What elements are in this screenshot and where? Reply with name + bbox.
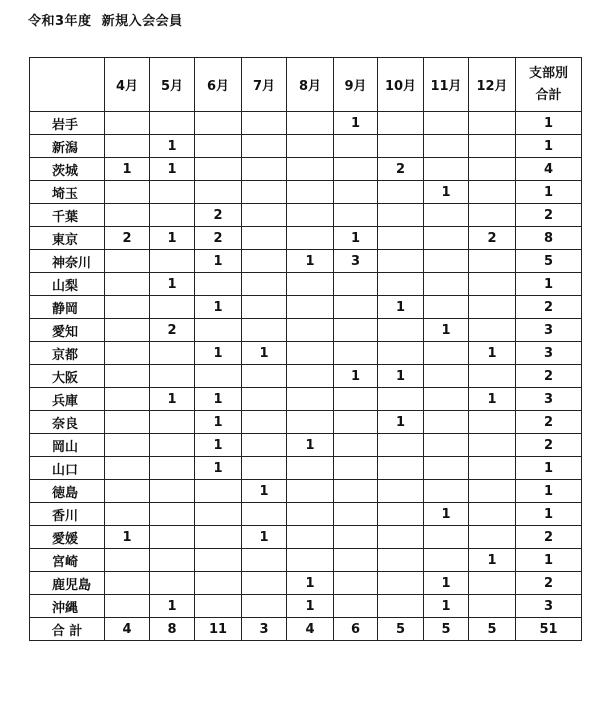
prefecture-cell: 宮崎 (30, 549, 105, 572)
month-value-cell (105, 411, 150, 434)
month-value-cell (105, 296, 150, 319)
table-row (30, 572, 582, 595)
table-row (30, 158, 582, 181)
prefecture-cell: 愛知 (30, 319, 105, 342)
month-value-cell (334, 135, 378, 158)
membership-table (29, 57, 582, 641)
month-value-cell: 1 (424, 503, 469, 526)
month-value-cell (242, 572, 287, 595)
month-value-cell (424, 549, 469, 572)
prefecture-cell: 岡山 (30, 434, 105, 457)
month-value-cell: 1 (334, 227, 378, 250)
month-value-cell (150, 549, 195, 572)
prefecture-cell: 香川 (30, 503, 105, 526)
month-value-cell (242, 135, 287, 158)
month-value-cell (334, 434, 378, 457)
month-value-cell (424, 457, 469, 480)
month-value-cell (105, 135, 150, 158)
month-value-cell (195, 572, 242, 595)
month-value-cell (469, 365, 516, 388)
prefecture-cell: 沖縄 (30, 595, 105, 618)
month-value-cell (150, 434, 195, 457)
grand-total: 51 (516, 618, 582, 641)
month-value-cell: 1 (195, 411, 242, 434)
branch-total-cell: 2 (516, 434, 582, 457)
branch-total-header-line2: 合計 (535, 87, 562, 103)
month-value-cell (242, 181, 287, 204)
month-value-cell (242, 296, 287, 319)
month-value-cell (242, 457, 287, 480)
month-value-cell (150, 250, 195, 273)
month-total: 4 (287, 618, 334, 641)
prefecture-cell: 愛媛 (30, 526, 105, 549)
month-value-cell (334, 480, 378, 503)
month-value-cell (105, 342, 150, 365)
month-value-cell: 2 (150, 319, 195, 342)
month-value-cell: 2 (378, 158, 424, 181)
month-total: 5 (424, 618, 469, 641)
prefecture-cell: 静岡 (30, 296, 105, 319)
month-value-cell (105, 365, 150, 388)
month-value-cell (469, 503, 516, 526)
month-value-cell (378, 112, 424, 135)
total-row (30, 618, 582, 641)
month-value-cell (334, 158, 378, 181)
month-value-cell (378, 319, 424, 342)
month-value-cell (105, 181, 150, 204)
month-value-cell (150, 457, 195, 480)
prefecture-cell: 千葉 (30, 204, 105, 227)
month-total: 11 (195, 618, 242, 641)
prefecture-cell: 大阪 (30, 365, 105, 388)
branch-total-cell: 1 (516, 480, 582, 503)
prefecture-cell: 山口 (30, 457, 105, 480)
month-value-cell (424, 250, 469, 273)
month-value-cell (469, 457, 516, 480)
month-value-cell (287, 526, 334, 549)
month-header: 12月 (469, 58, 516, 112)
month-value-cell (287, 342, 334, 365)
page-title: 令和3年度 新規入会会員 (28, 14, 183, 29)
month-value-cell (287, 112, 334, 135)
month-value-cell (287, 480, 334, 503)
month-value-cell (105, 112, 150, 135)
month-value-cell (334, 319, 378, 342)
prefecture-cell: 徳島 (30, 480, 105, 503)
prefecture-cell: 茨城 (30, 158, 105, 181)
month-value-cell (378, 572, 424, 595)
month-value-cell: 1 (150, 135, 195, 158)
table-row (30, 227, 582, 250)
month-value-cell (378, 342, 424, 365)
month-value-cell: 1 (334, 112, 378, 135)
month-value-cell (424, 158, 469, 181)
month-value-cell (105, 572, 150, 595)
branch-total-cell: 1 (516, 273, 582, 296)
month-value-cell (195, 112, 242, 135)
month-value-cell: 1 (242, 526, 287, 549)
month-value-cell: 3 (334, 250, 378, 273)
month-value-cell (469, 135, 516, 158)
month-value-cell: 1 (242, 342, 287, 365)
prefecture-cell: 東京 (30, 227, 105, 250)
month-value-cell (287, 273, 334, 296)
month-value-cell (469, 296, 516, 319)
prefecture-cell: 埼玉 (30, 181, 105, 204)
month-value-cell: 1 (424, 319, 469, 342)
month-value-cell: 1 (150, 158, 195, 181)
month-value-cell (424, 365, 469, 388)
branch-total-cell: 3 (516, 388, 582, 411)
branch-total-cell: 2 (516, 526, 582, 549)
month-value-cell (242, 158, 287, 181)
month-value-cell (150, 181, 195, 204)
month-value-cell (105, 388, 150, 411)
month-value-cell: 2 (195, 204, 242, 227)
month-value-cell (378, 181, 424, 204)
month-value-cell (334, 204, 378, 227)
month-value-cell (105, 319, 150, 342)
month-value-cell (469, 112, 516, 135)
month-value-cell (469, 250, 516, 273)
prefecture-cell: 山梨 (30, 273, 105, 296)
branch-total-cell: 2 (516, 411, 582, 434)
month-value-cell (334, 526, 378, 549)
month-value-cell: 1 (424, 181, 469, 204)
branch-total-header (516, 58, 582, 112)
month-value-cell: 2 (469, 227, 516, 250)
month-value-cell: 1 (242, 480, 287, 503)
month-value-cell (334, 457, 378, 480)
month-value-cell (378, 503, 424, 526)
month-value-cell (378, 204, 424, 227)
month-value-cell (469, 434, 516, 457)
month-value-cell (195, 595, 242, 618)
month-value-cell (242, 595, 287, 618)
month-total: 5 (469, 618, 516, 641)
month-value-cell (150, 365, 195, 388)
month-value-cell (469, 204, 516, 227)
month-value-cell: 1 (195, 434, 242, 457)
month-value-cell: 1 (195, 342, 242, 365)
corner-cell (30, 58, 105, 112)
month-value-cell (242, 204, 287, 227)
month-value-cell: 1 (195, 388, 242, 411)
branch-total-cell: 4 (516, 158, 582, 181)
month-value-cell (150, 572, 195, 595)
table-row (30, 388, 582, 411)
month-value-cell (334, 411, 378, 434)
month-value-cell (195, 319, 242, 342)
month-header: 10月 (378, 58, 424, 112)
month-total: 5 (378, 618, 424, 641)
month-value-cell (287, 457, 334, 480)
month-value-cell: 1 (287, 595, 334, 618)
month-value-cell: 2 (105, 227, 150, 250)
month-value-cell (334, 388, 378, 411)
month-value-cell (105, 457, 150, 480)
month-value-cell (334, 181, 378, 204)
table-row (30, 365, 582, 388)
month-value-cell: 1 (287, 434, 334, 457)
branch-total-cell: 3 (516, 595, 582, 618)
month-value-cell (287, 227, 334, 250)
branch-total-cell: 3 (516, 342, 582, 365)
month-value-cell (150, 526, 195, 549)
table-row (30, 342, 582, 365)
branch-total-cell: 1 (516, 549, 582, 572)
month-value-cell: 1 (105, 526, 150, 549)
table-row (30, 434, 582, 457)
table-row (30, 549, 582, 572)
month-value-cell (469, 181, 516, 204)
table-row (30, 135, 582, 158)
month-value-cell: 1 (287, 572, 334, 595)
month-value-cell (287, 503, 334, 526)
month-value-cell (287, 388, 334, 411)
month-value-cell (105, 503, 150, 526)
table-row (30, 457, 582, 480)
month-value-cell (378, 549, 424, 572)
month-value-cell: 1 (150, 227, 195, 250)
month-value-cell (378, 526, 424, 549)
month-header: 11月 (424, 58, 469, 112)
month-value-cell (195, 365, 242, 388)
month-value-cell: 1 (424, 572, 469, 595)
month-value-cell (424, 526, 469, 549)
month-value-cell (424, 135, 469, 158)
branch-total-cell: 8 (516, 227, 582, 250)
prefecture-cell: 鹿児島 (30, 572, 105, 595)
month-value-cell (242, 273, 287, 296)
month-value-cell (242, 319, 287, 342)
prefecture-cell: 兵庫 (30, 388, 105, 411)
month-value-cell (195, 503, 242, 526)
month-value-cell (287, 158, 334, 181)
month-value-cell (334, 342, 378, 365)
prefecture-cell: 奈良 (30, 411, 105, 434)
month-value-cell: 1 (378, 296, 424, 319)
month-value-cell (469, 158, 516, 181)
month-value-cell (469, 572, 516, 595)
month-value-cell (105, 273, 150, 296)
month-value-cell (195, 273, 242, 296)
month-value-cell: 1 (469, 388, 516, 411)
month-value-cell: 1 (105, 158, 150, 181)
month-value-cell (378, 480, 424, 503)
month-value-cell (150, 112, 195, 135)
branch-total-cell: 3 (516, 319, 582, 342)
month-value-cell (424, 388, 469, 411)
month-value-cell (195, 526, 242, 549)
month-value-cell (469, 411, 516, 434)
prefecture-cell: 岩手 (30, 112, 105, 135)
month-value-cell (150, 411, 195, 434)
month-value-cell (195, 480, 242, 503)
branch-total-cell: 1 (516, 135, 582, 158)
month-value-cell: 1 (378, 411, 424, 434)
month-value-cell (105, 595, 150, 618)
prefecture-cell: 新潟 (30, 135, 105, 158)
month-value-cell (105, 250, 150, 273)
month-value-cell: 1 (195, 296, 242, 319)
month-value-cell (424, 342, 469, 365)
month-header: 4月 (105, 58, 150, 112)
month-value-cell: 1 (195, 250, 242, 273)
month-value-cell (105, 549, 150, 572)
month-value-cell: 1 (469, 342, 516, 365)
month-value-cell (424, 273, 469, 296)
month-value-cell (424, 227, 469, 250)
month-header: 9月 (334, 58, 378, 112)
prefecture-cell: 神奈川 (30, 250, 105, 273)
month-value-cell: 1 (424, 595, 469, 618)
header-row (30, 58, 582, 112)
branch-total-cell: 2 (516, 204, 582, 227)
month-value-cell (424, 480, 469, 503)
month-value-cell (469, 273, 516, 296)
month-value-cell (378, 595, 424, 618)
month-value-cell (150, 480, 195, 503)
total-row-label: 合 計 (30, 618, 105, 641)
month-value-cell (195, 181, 242, 204)
month-value-cell (105, 480, 150, 503)
month-value-cell (334, 503, 378, 526)
month-value-cell (287, 181, 334, 204)
table-row (30, 112, 582, 135)
table-body (30, 112, 582, 618)
month-value-cell: 1 (195, 457, 242, 480)
month-value-cell (242, 549, 287, 572)
month-value-cell (378, 250, 424, 273)
month-total: 6 (334, 618, 378, 641)
month-value-cell (378, 457, 424, 480)
table-row (30, 250, 582, 273)
branch-total-cell: 2 (516, 572, 582, 595)
branch-total-cell: 1 (516, 503, 582, 526)
month-value-cell (195, 135, 242, 158)
month-value-cell (105, 434, 150, 457)
month-value-cell (242, 388, 287, 411)
month-value-cell: 1 (150, 595, 195, 618)
table-row (30, 411, 582, 434)
month-header: 8月 (287, 58, 334, 112)
branch-total-cell: 1 (516, 457, 582, 480)
month-value-cell (287, 296, 334, 319)
month-value-cell (469, 480, 516, 503)
month-value-cell (150, 503, 195, 526)
month-value-cell (195, 549, 242, 572)
branch-total-cell: 1 (516, 181, 582, 204)
month-total: 8 (150, 618, 195, 641)
month-value-cell (287, 135, 334, 158)
table-row (30, 503, 582, 526)
month-value-cell (287, 411, 334, 434)
month-value-cell (378, 273, 424, 296)
month-value-cell (242, 503, 287, 526)
month-value-cell (378, 227, 424, 250)
month-value-cell (242, 250, 287, 273)
month-value-cell (105, 204, 150, 227)
month-value-cell (242, 411, 287, 434)
table-row (30, 204, 582, 227)
month-value-cell (242, 112, 287, 135)
month-value-cell (424, 296, 469, 319)
month-value-cell (334, 572, 378, 595)
branch-total-cell: 2 (516, 365, 582, 388)
month-header: 7月 (242, 58, 287, 112)
month-value-cell (469, 526, 516, 549)
month-value-cell: 1 (469, 549, 516, 572)
month-header: 5月 (150, 58, 195, 112)
month-value-cell (378, 135, 424, 158)
month-value-cell (334, 549, 378, 572)
month-value-cell: 1 (287, 250, 334, 273)
month-total: 3 (242, 618, 287, 641)
month-value-cell (469, 595, 516, 618)
month-value-cell: 1 (150, 273, 195, 296)
prefecture-cell: 京都 (30, 342, 105, 365)
table-row (30, 181, 582, 204)
month-value-cell (242, 434, 287, 457)
table-row (30, 296, 582, 319)
month-value-cell (195, 158, 242, 181)
month-value-cell (378, 434, 424, 457)
branch-total-cell: 1 (516, 112, 582, 135)
month-header: 6月 (195, 58, 242, 112)
month-value-cell (287, 365, 334, 388)
table-row (30, 595, 582, 618)
month-value-cell: 1 (150, 388, 195, 411)
month-value-cell: 1 (378, 365, 424, 388)
table-row (30, 526, 582, 549)
table-row (30, 273, 582, 296)
month-value-cell (287, 319, 334, 342)
month-value-cell (424, 204, 469, 227)
month-value-cell (469, 319, 516, 342)
month-value-cell (424, 411, 469, 434)
month-value-cell (287, 549, 334, 572)
month-value-cell (242, 227, 287, 250)
month-value-cell (334, 595, 378, 618)
table-row (30, 319, 582, 342)
month-value-cell (150, 296, 195, 319)
month-value-cell (150, 342, 195, 365)
branch-total-cell: 5 (516, 250, 582, 273)
month-total: 4 (105, 618, 150, 641)
branch-total-cell: 2 (516, 296, 582, 319)
month-value-cell (287, 204, 334, 227)
month-value-cell (242, 365, 287, 388)
month-value-cell (334, 296, 378, 319)
month-value-cell: 2 (195, 227, 242, 250)
month-value-cell (424, 434, 469, 457)
month-value-cell (378, 388, 424, 411)
branch-total-header-line1: 支部別 (528, 65, 568, 81)
month-value-cell: 1 (334, 365, 378, 388)
month-value-cell (334, 273, 378, 296)
month-value-cell (424, 112, 469, 135)
month-value-cell (150, 204, 195, 227)
table-row (30, 480, 582, 503)
